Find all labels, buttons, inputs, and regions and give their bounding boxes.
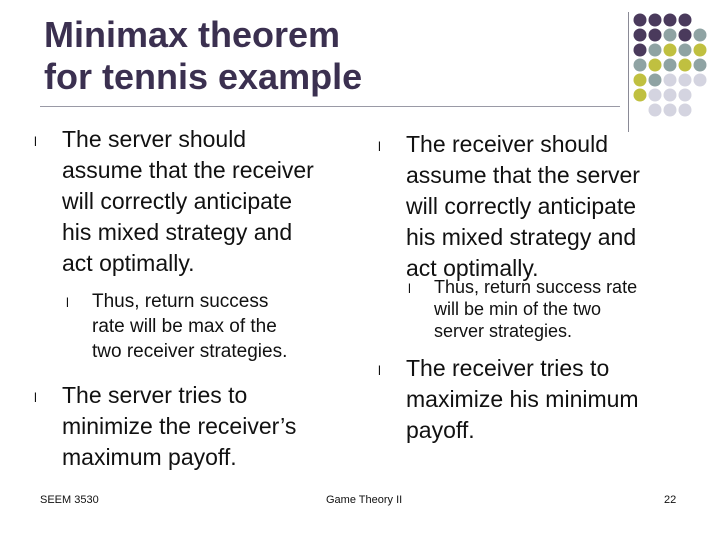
decorative-dot	[649, 89, 662, 102]
title-line-2: for tennis example	[44, 56, 363, 97]
bullet-marker: l	[34, 134, 37, 149]
title-line-1: Minimax theorem	[44, 14, 341, 55]
decorative-dot	[634, 29, 647, 42]
left-bullet-1	[34, 124, 314, 279]
decorative-dot	[694, 44, 707, 57]
decorative-dot	[634, 44, 647, 57]
right-b2-line-1: The receiver tries to	[406, 355, 610, 381]
left-b2-line-1: The server tries to	[62, 382, 248, 408]
left-s1-line-2: rate will be max of the	[92, 316, 277, 337]
decorative-dot	[679, 29, 692, 42]
title-divider	[40, 106, 620, 107]
left-b1-line-3: will correctly anticipate	[62, 188, 293, 214]
right-s1-line-3: server strategies.	[434, 321, 573, 341]
sub-bullet-marker: l	[66, 295, 69, 310]
bullet-marker: l	[378, 139, 381, 154]
decorative-dot	[634, 74, 647, 87]
sub-bullet-marker: l	[408, 281, 411, 296]
left-b1-line-1: The server should	[62, 126, 247, 152]
left-b1-line-2: assume that the receiver	[62, 157, 314, 183]
decorative-dot	[649, 74, 662, 87]
right-s1-line-2: will be min of the two	[434, 299, 602, 319]
decorative-dot	[649, 59, 662, 72]
left-s1-line-1: Thus, return success	[92, 291, 269, 312]
decorative-dot	[679, 89, 692, 102]
right-b2-line-2: maximize his minimum	[406, 386, 639, 412]
decorative-vertical-line	[628, 12, 629, 132]
decorative-dot	[664, 14, 677, 27]
decorative-dot	[679, 44, 692, 57]
right-sub-bullet-1	[408, 276, 638, 342]
decorative-dot	[679, 59, 692, 72]
decorative-dot	[664, 74, 677, 87]
left-b1-line-4: his mixed strategy and	[62, 219, 293, 245]
decorative-dot	[649, 104, 662, 117]
right-s1-line-1: Thus, return success rate	[434, 277, 638, 297]
decorative-dot	[649, 14, 662, 27]
right-b1-line-5: act optimally.	[406, 255, 539, 281]
decorative-dot	[664, 104, 677, 117]
decorative-dot	[664, 44, 677, 57]
left-b1-line-5: act optimally.	[62, 250, 195, 276]
decorative-dot	[679, 74, 692, 87]
decorative-dot	[679, 14, 692, 27]
footer-course-code: SEEM 3530	[40, 494, 99, 506]
decorative-dot	[664, 89, 677, 102]
right-b1-line-1: The receiver should	[406, 131, 608, 157]
right-bullet-1	[378, 129, 640, 284]
right-b1-line-4: his mixed strategy and	[406, 224, 637, 250]
right-b1-line-3: will correctly anticipate	[406, 193, 637, 219]
left-s1-line-3: two receiver strategies.	[92, 341, 288, 362]
decorative-dot	[694, 59, 707, 72]
left-sub-bullet-1	[66, 289, 288, 364]
decorative-dot	[694, 74, 707, 87]
right-b1-line-2: assume that the server	[406, 162, 640, 188]
left-bullet-2	[34, 380, 297, 473]
decorative-dot	[694, 29, 707, 42]
page-number: 22	[664, 494, 677, 506]
left-b2-line-2: minimize the receiver’s	[62, 413, 297, 439]
bullet-marker: l	[378, 363, 381, 378]
decorative-dot	[634, 89, 647, 102]
decorative-dot	[679, 104, 692, 117]
decorative-dot	[634, 59, 647, 72]
bullet-marker: l	[34, 390, 37, 405]
footer-topic: Game Theory II	[326, 494, 403, 506]
right-b2-line-3: payoff.	[406, 417, 475, 443]
decorative-dot	[664, 29, 677, 42]
left-b2-line-3: maximum payoff.	[62, 444, 237, 470]
decorative-dot	[664, 59, 677, 72]
decorative-dot	[634, 14, 647, 27]
decorative-dot	[649, 29, 662, 42]
right-bullet-2	[378, 353, 639, 446]
slide-title	[44, 14, 362, 98]
decorative-dot	[649, 44, 662, 57]
